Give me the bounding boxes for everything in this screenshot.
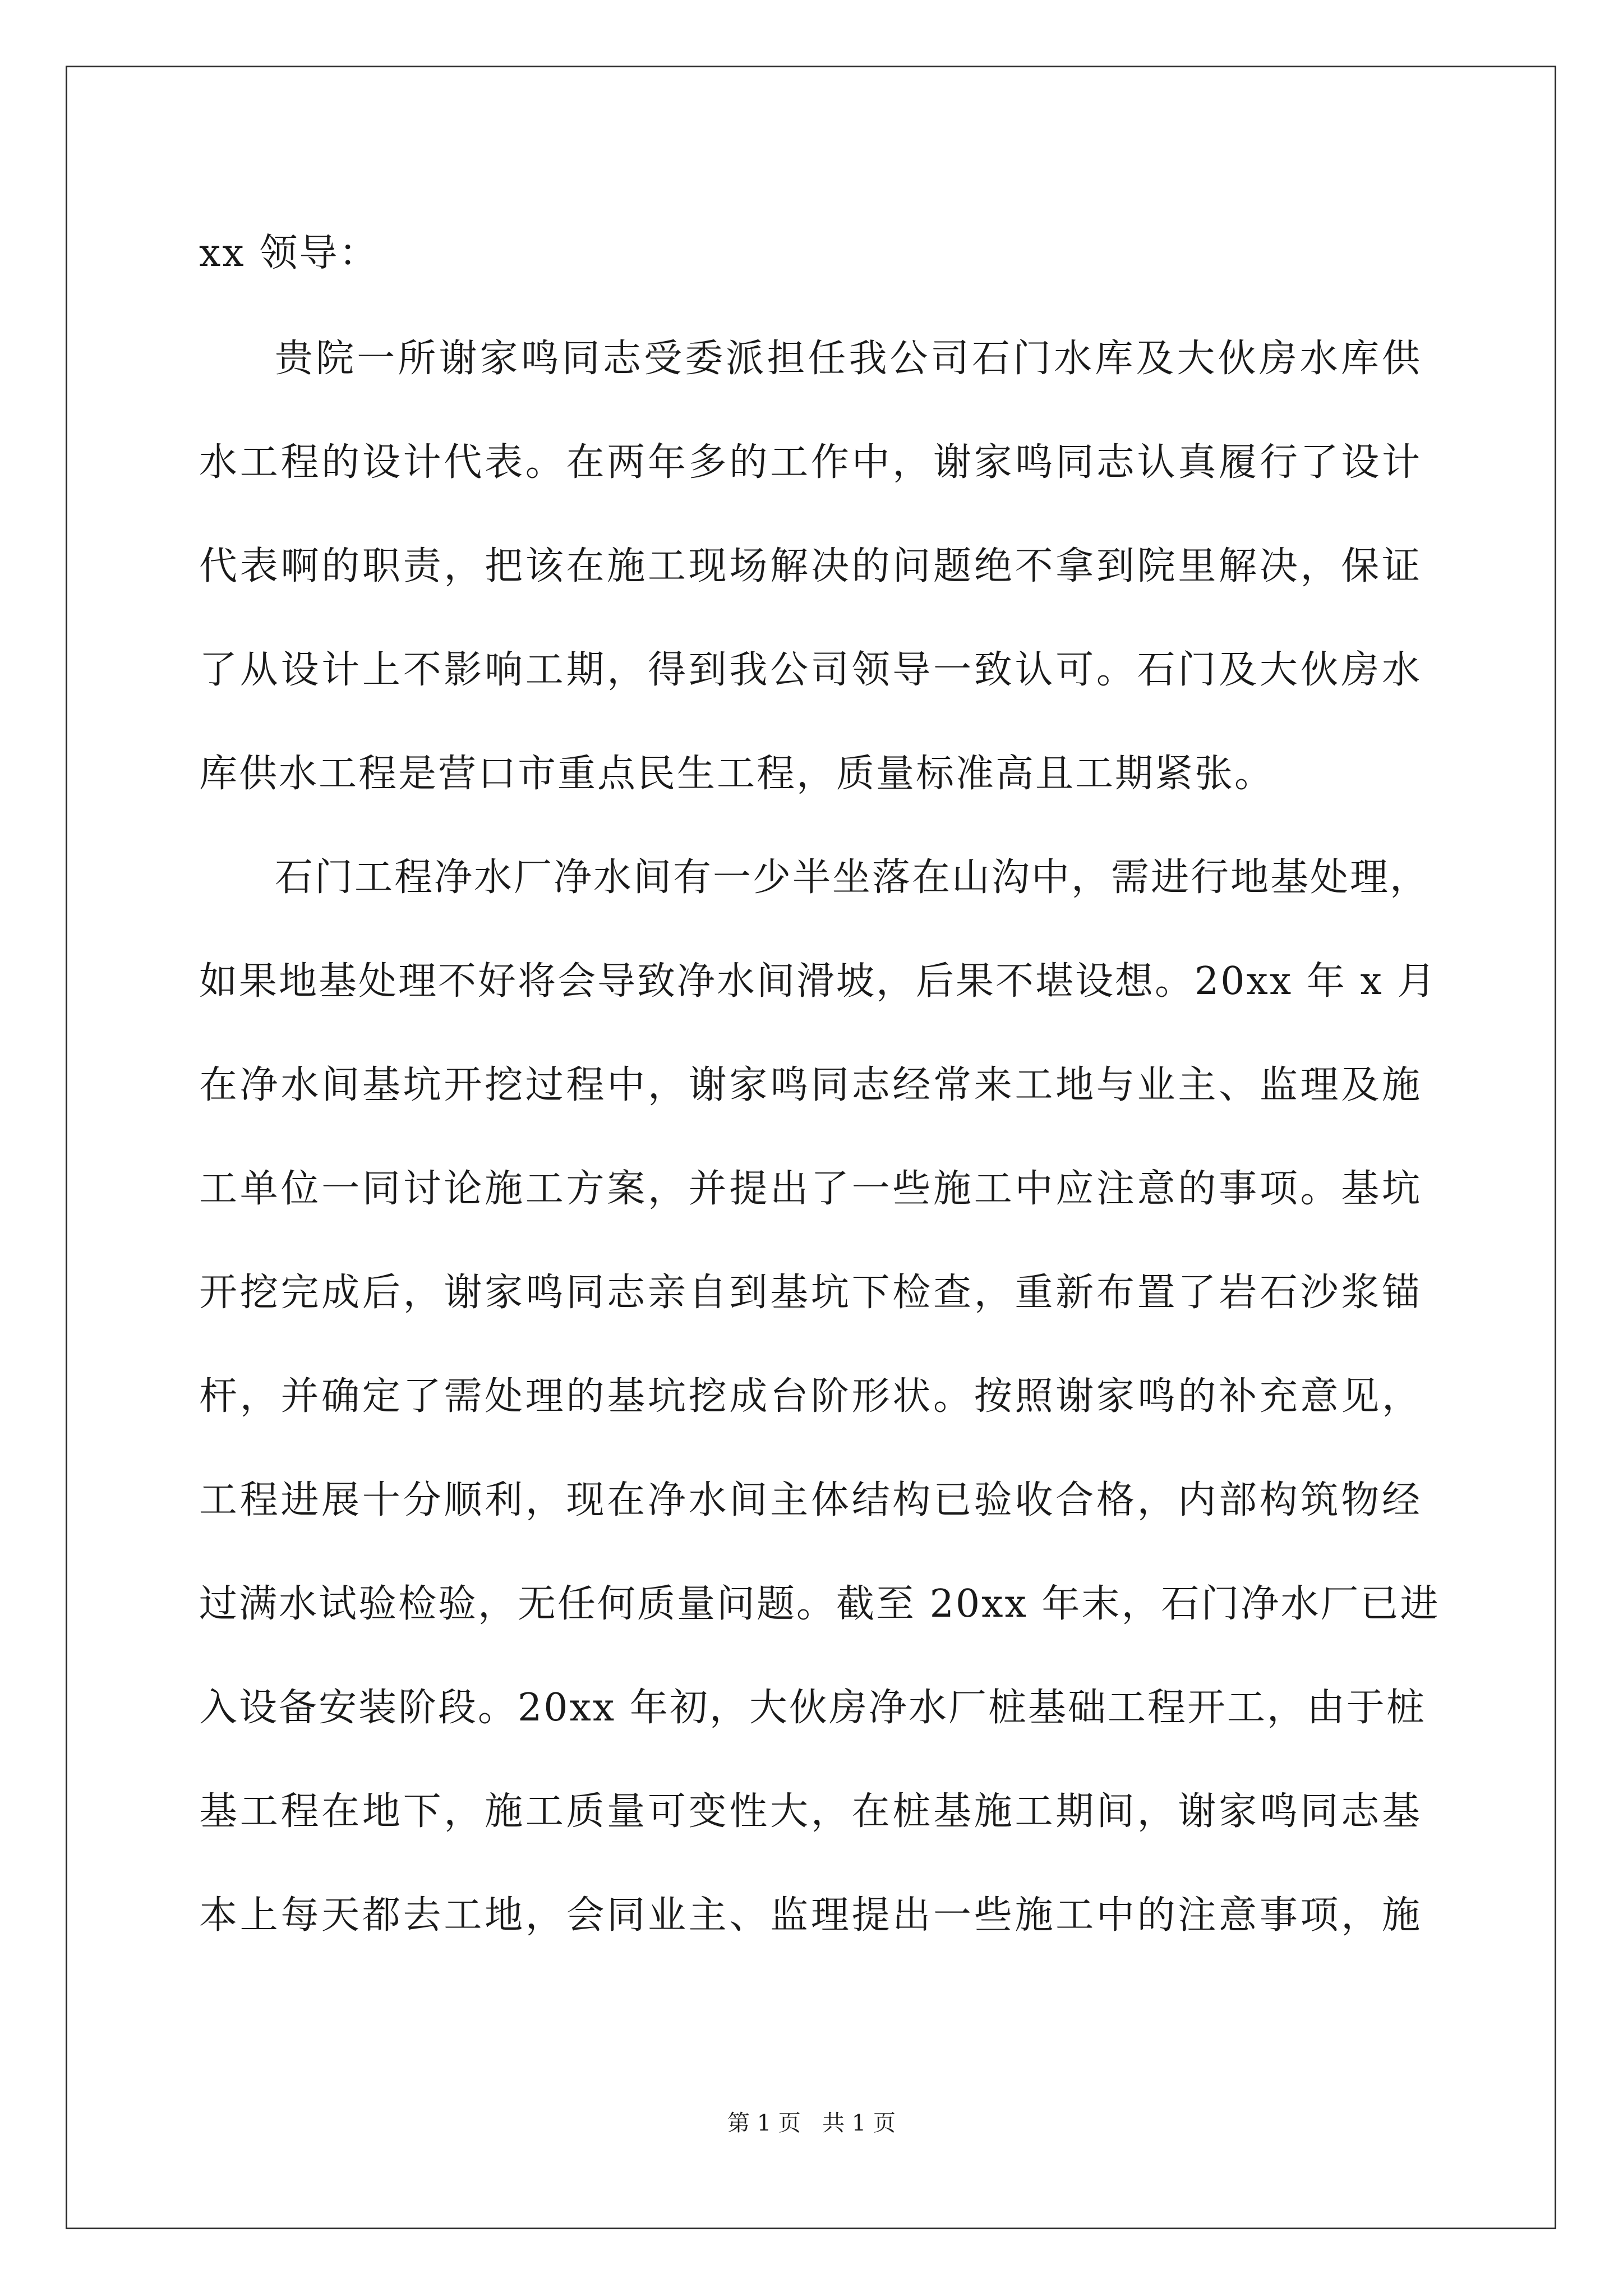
paragraph-1-line-2: 水工程的设计代表。在两年多的工作中，谢家鸣同志认真履行了设计 <box>199 440 1422 485</box>
paragraph-2-line-4: 工单位一同讨论施工方案，并提出了一些施工中应注意的事项。基坑 <box>199 1167 1422 1211</box>
page-number-footer: 第 1 页 共 1 页 <box>727 2110 896 2136</box>
paragraph-2-line-1: 石门工程净水厂净水间有一少半坐落在山沟中，需进行地基处理， <box>275 855 1430 900</box>
paragraph-1-line-5: 库供水工程是营口市重点民生工程，质量标准高且工期紧张。 <box>199 752 1275 796</box>
paragraph-1-line-1: 贵院一所谢家鸣同志受委派担任我公司石门水库及大伙房水库供 <box>275 337 1422 381</box>
paragraph-2-line-3: 在净水间基坑开挖过程中，谢家鸣同志经常来工地与业主、监理及施 <box>199 1063 1422 1107</box>
paragraph-2-line-10: 基工程在地下，施工质量可变性大，在桩基施工期间，谢家鸣同志基 <box>199 1789 1422 1834</box>
paragraph-2-line-5: 开挖完成后，谢家鸣同志亲自到基坑下检查，重新布置了岩石沙浆锚 <box>199 1271 1422 1315</box>
paragraph-2-line-8: 过满水试验检验，无任何质量问题。截至 20xx 年末，石门净水厂已进 <box>199 1582 1440 1626</box>
paragraph-1-line-4: 了从设计上不影响工期，得到我公司领导一致认可。石门及大伙房水 <box>199 648 1422 692</box>
paragraph-2-line-6: 杆，并确定了需处理的基坑挖成台阶形状。按照谢家鸣的补充意见， <box>199 1374 1422 1419</box>
paragraph-2-line-2: 如果地基处理不好将会导致净水间滑坡，后果不堪设想。20xx 年 x 月 <box>199 959 1437 1004</box>
paragraph-2-line-9: 入设备安装阶段。20xx 年初，大伙房净水厂桩基础工程开工，由于桩 <box>199 1686 1426 1730</box>
paragraph-1-line-3: 代表啊的职责，把该在施工现场解决的问题绝不拿到院里解决，保证 <box>199 544 1422 588</box>
salutation: xx 领导： <box>199 231 379 275</box>
paragraph-2-line-11: 本上每天都去工地，会同业主、监理提出一些施工中的注意事项，施 <box>199 1893 1422 1938</box>
paragraph-2-line-7: 工程进展十分顺利，现在净水间主体结构已验收合格，内部构筑物经 <box>199 1478 1422 1522</box>
